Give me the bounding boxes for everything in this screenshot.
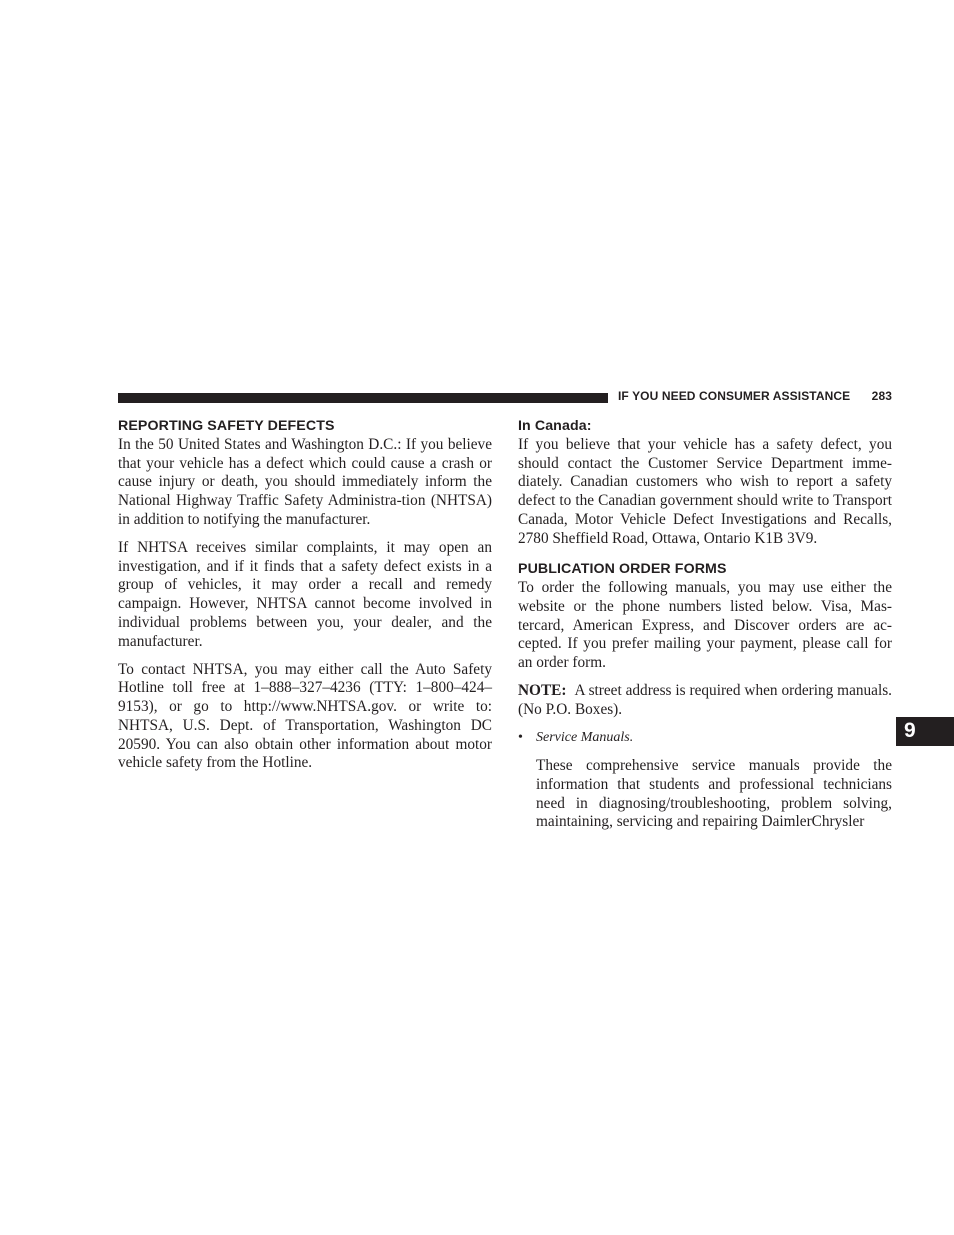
reporting-safety-defects-heading: REPORTING SAFETY DEFECTS [118,418,335,434]
in-canada-heading: In Canada: [518,418,592,434]
chapter-tab [896,717,954,746]
left-column [118,417,492,782]
right-column [518,417,892,832]
service-manuals-paragraph: These comprehensive service manuals provide the information that students and professional technicians need in diagnosing/troubleshooting, problem solving, maintaining, servicing and repairing DaimlerChrysler [536,757,892,831]
bullet-icon: • [518,730,523,746]
paragraph: If NHTSA receives similar complaints, it may open an investigation, and if it finds that a safety defect exists in a group of vehicles, it may order a recall and remedy campaign. However, NHTSA cannot become involved in individual problems between you, your dealer, and the manufacturer. [118,539,492,650]
note-text: A street address is required when ordering manuals. (No P.O. Boxes). [518,682,892,718]
note-label: NOTE: [518,682,567,700]
publication-paragraph: To order the following manuals, you may use either the website or the phone numbers listed below. Visa, Mas-tercard, American Express, and Discover orders are ac-cepted. If you prefer mailing your payment, please call for an order form. [518,579,892,672]
bullet-label: Service Manuals. [536,730,634,746]
publication-order-forms-heading: PUBLICATION ORDER FORMS [518,561,727,578]
chapter-number: 9 [904,719,916,742]
paragraph: In the 50 United States and Washington D.C.: If you believe that your vehicle has a defect which could cause a crash or cause injury or death, you should immediately inform the National Highway Traffic Safety Administra-tion (NHTSA) in addition to notifying the manufacturer. [118,436,492,528]
section-title: IF YOU NEED CONSUMER ASSISTANCE [618,389,851,403]
note [518,682,892,719]
paragraph: To contact NHTSA, you may either call the Auto Safety Hotline toll free at 1–888–327–4236 (TTY: 1–800–424–9153), or go to http://www.NHTSA.gov. or write to: NHTSA, U.S. Dept. of Transportation, Washington DC 20590. You can also obtain other information about motor vehicle safety from the Hotline. [118,660,492,772]
bullet-item [518,729,892,748]
header-rule [118,393,608,403]
running-header [618,389,892,403]
canada-paragraph: If you believe that your vehicle has a safety defect, you should contact the Customer Service Department imme-diately. Canadian customers who wish to report a safety defect to the Canadian government should write to Transport Canada, Motor Vehicle Defect Investigations and Recalls, 2780 Sheffield Road, Ottawa, Ontario K1B 3V9. [518,436,892,547]
page-number: 283 [871,389,892,403]
